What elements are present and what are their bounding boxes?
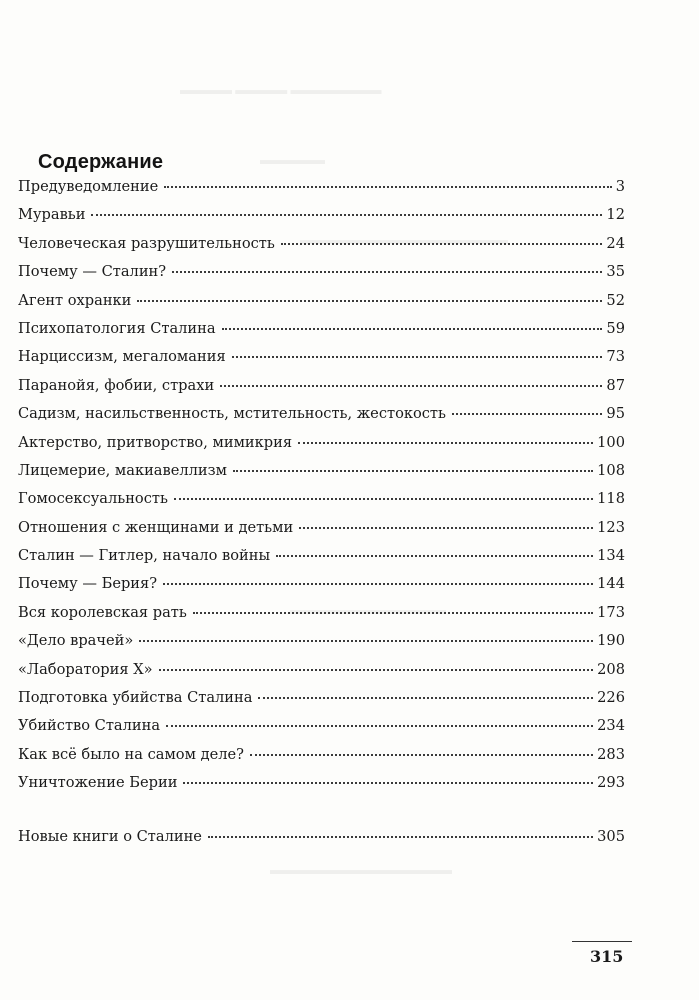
toc-entry-title: Подготовка убийства Сталина [18,689,253,707]
toc-entry-title: Муравьи [18,206,86,224]
folio-rule [572,941,632,942]
toc-entry-page: 100 [597,433,625,451]
toc-entry-page: 59 [606,319,625,337]
bleed-through-decoration: ▬▬▬▬▬▬▬▬▬▬▬▬ [290,602,446,617]
toc-entry-page: 95 [606,405,625,423]
toc-entry-page: 123 [597,518,625,536]
toc-entry-title: «Дело врачей» [18,632,134,650]
toc-entry-title: Отношения с женщинами и детьми [18,518,294,536]
toc-entry-page: 283 [597,745,625,763]
toc-entry[interactable] [18,490,625,518]
toc-entry[interactable] [18,604,625,632]
toc-entry-title: Человеческая разрушительность [18,234,275,252]
toc-entry-title: Предуведомление [18,178,159,195]
bleed-through-decoration: ▬▬▬▬▬ [260,152,325,167]
dot-leader [299,527,593,529]
toc-entry[interactable] [18,178,625,206]
dot-leader [222,328,603,330]
toc-entry-title: Как всё было на самом деле? [18,745,244,763]
toc-entry[interactable] [18,263,625,291]
toc-entry-page: 108 [597,461,625,479]
toc-entry-page: 293 [597,774,625,792]
toc-entry[interactable] [18,462,625,490]
toc-entry-title: Лицемерие, макиавеллизм [18,461,227,479]
dot-leader [250,754,593,756]
toc-entry-page: 24 [606,234,625,252]
toc-entry[interactable] [18,717,625,745]
toc-entry-title: Сталин — Гитлер, начало войны [18,547,271,565]
dot-leader [258,697,593,699]
dot-leader [163,583,593,585]
toc-entry[interactable] [18,746,625,774]
toc-entry-title: Уничтожение Берии [18,774,178,792]
toc-entry-title: Агент охранки [18,291,132,309]
toc-entry-page: 73 [606,348,625,366]
toc-entry-title: Почему — Сталин? [18,263,167,281]
toc-entry-title: Почему — Берия? [18,575,158,593]
toc-entry[interactable] [18,575,625,603]
toc-entry[interactable] [18,377,625,405]
dot-leader [233,470,593,472]
toc-entry-page: 234 [597,717,625,735]
toc-entry[interactable] [18,632,625,660]
page-number: 315 [590,947,624,966]
dot-leader [298,442,593,444]
toc-entry-title: Убийство Сталина [18,717,161,735]
toc-entry-page: 118 [597,490,625,508]
toc-entry-page: 208 [597,660,625,678]
dot-leader [159,669,594,671]
bleed-through-decoration: ▬▬▬▬ ▬▬▬▬ ▬▬▬▬▬▬▬ [180,82,382,97]
dot-leader [139,640,593,642]
toc-entry-page: 35 [606,263,625,281]
toc-entry[interactable] [18,661,625,689]
toc-entry[interactable] [18,235,625,263]
toc-entry-page: 190 [597,632,625,650]
toc-entry-page: 134 [597,547,625,565]
dot-leader [137,300,602,302]
toc-entry-page: 144 [597,575,625,593]
dot-leader [208,836,593,838]
toc-entry[interactable] [18,206,625,234]
toc-entry-page: 305 [597,827,625,845]
toc-entry[interactable] [18,348,625,376]
toc-entry-page: 3 [615,178,625,195]
dot-leader [172,271,602,273]
toc-entry-page: 12 [606,206,625,224]
toc-entry[interactable] [18,320,625,348]
toc-entry-title: Паранойя, фобии, страхи [18,376,215,394]
toc-entry[interactable] [18,434,625,462]
toc-entry-title: Вся королевская рать [18,603,187,621]
toc-entry-title: Нарциссизм, мегаломания [18,348,226,366]
dot-leader [281,243,603,245]
dot-leader [220,385,602,387]
toc-entry[interactable] [18,547,625,575]
toc-entry-title: Психопатология Сталина [18,319,216,337]
toc-entry[interactable] [18,689,625,717]
dot-leader [183,782,593,784]
toc-entry-title: «Лаборатория Х» [18,660,153,678]
toc-entry-title: Актерство, притворство, мимикрия [18,433,293,451]
toc-entry[interactable] [18,292,625,320]
toc-entry[interactable] [18,828,625,856]
contents-heading: Содержание [38,151,164,174]
dot-leader [452,413,602,415]
toc-entry-title: Гомосексуальность [18,490,168,508]
dot-leader [276,555,593,557]
toc-entry[interactable] [18,519,625,547]
toc-entry-page: 226 [597,689,625,707]
toc-entry-title: Новые книги о Сталине [18,827,202,845]
toc-entry[interactable] [18,774,625,802]
toc-entry-page: 87 [606,376,625,394]
dot-leader [232,356,603,358]
dot-leader [91,214,602,216]
bleed-through-decoration: ▬▬▬▬▬▬▬▬▬▬▬▬▬▬ [270,862,452,877]
toc-entry-title: Садизм, насильственность, мстительность, жестокость [18,405,446,423]
dot-leader [164,186,611,188]
dot-leader [166,725,593,727]
toc-entry[interactable] [18,405,625,433]
dot-leader [193,612,593,614]
dot-leader [174,498,593,500]
toc-entry-page: 52 [606,291,625,309]
bleed-through-decoration: ▬▬▬▬▬▬▬▬▬▬▬▬▬▬▬▬ [300,232,508,247]
table-of-contents [18,178,625,856]
toc-entry-page: 173 [597,603,625,621]
